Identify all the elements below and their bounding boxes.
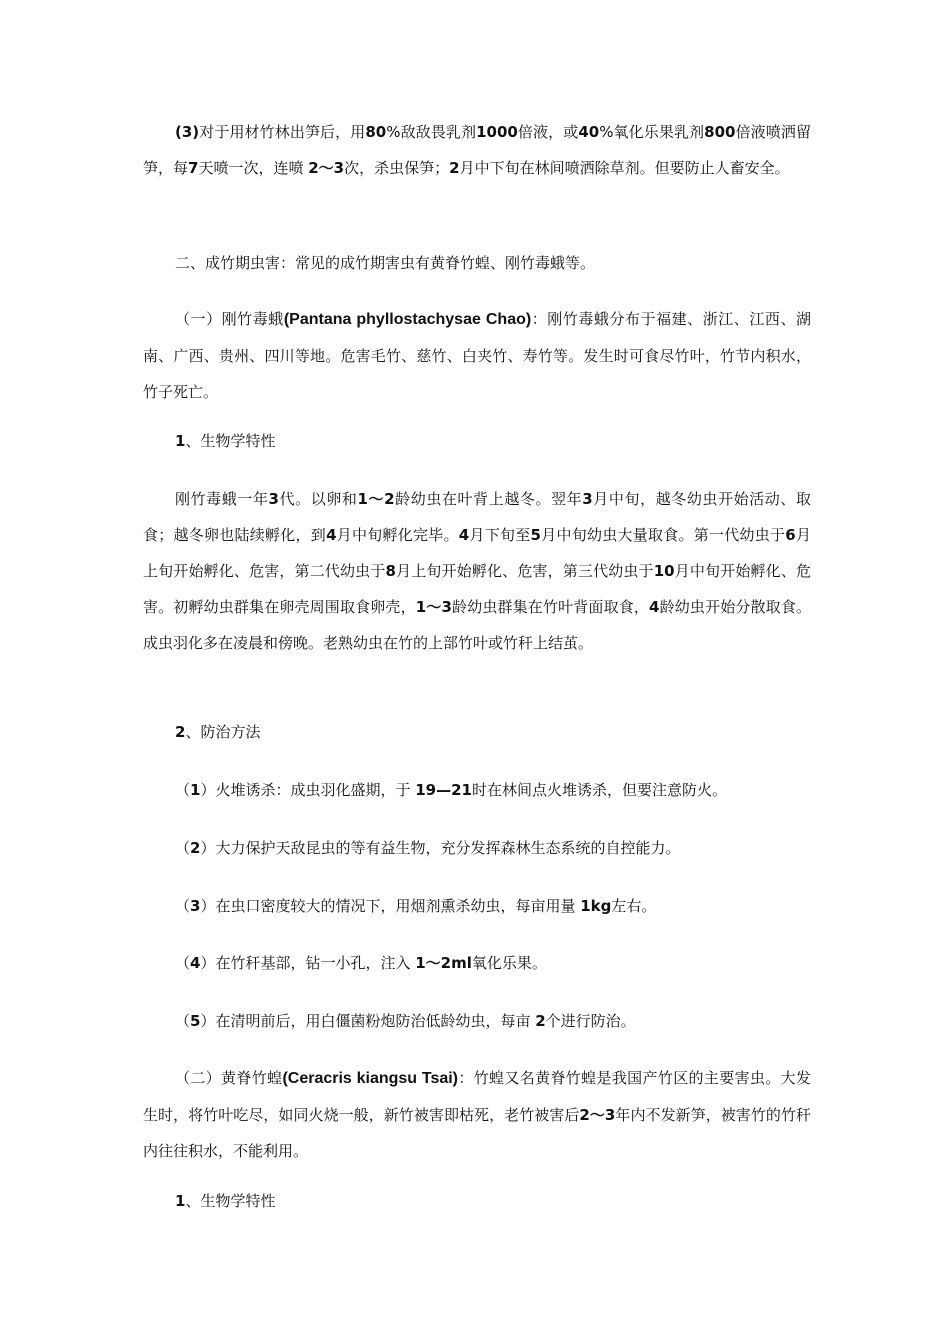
method-item-3: （3）在虫口密度较大的情况下，用烟剂熏杀幼虫，每亩用量 1kg左右。	[175, 897, 657, 915]
method-item-1: （1）火堆诱杀：成虫羽化盛期，于 19—21时在林间点火堆诱杀，但要注意防火。	[175, 781, 727, 799]
paragraph-control-bamboo-shoots: (3)对于用材竹林出笋后，用80%敌敌畏乳剂1000倍液，或40%氧化乐果乳剂800倍液喷洒留笋，每7天喷一次，连喷 2～3次，杀虫保笋；2月中下旬在林间喷洒除草剂。但要防止人畜安全。	[143, 123, 811, 177]
subheading-biology-1: 1、生物学特性	[175, 432, 276, 450]
subheading-control-methods: 2、防治方法	[175, 723, 261, 741]
paragraph-pantana-intro: （一）刚竹毒蛾(Pantana phyllostachysae Chao)：刚竹毒蛾分布于福建、浙江、江西、湖南、广西、贵州、四川等地。危害毛竹、慈竹、白夹竹、寿竹等。发生时可食尽竹叶，竹节内积水，竹子死亡。	[143, 310, 811, 401]
paragraph-ceracris-intro: （二）黄脊竹蝗(Ceracris kiangsu Tsai)：竹蝗又名黄脊竹蝗是我国产竹区的主要害虫。大发生时，将竹叶吃尽，如同火烧一般，新竹被害即枯死，老竹被害后2～3年内不发新笋，被害竹的竹秆内往往积水，不能利用。	[143, 1069, 811, 1160]
method-item-5: （5）在清明前后，用白僵菌粉炮防治低龄幼虫，每亩 2个进行防治。	[175, 1012, 636, 1030]
paragraph-pantana-biology: 刚竹毒蛾一年3代。以卵和1～2龄幼虫在叶背上越冬。翌年3月中旬，越冬幼虫开始活动、取食；越冬卵也陆续孵化，到4月中旬孵化完毕。4月下旬至5月中旬幼虫大量取食。第一代幼虫于6月上旬开始孵化、危害，第二代幼虫于8月上旬开始孵化、危害，第三代幼虫于10月中旬开始孵化、危害。初孵幼虫群集在卵壳周围取食卵壳，1～3龄幼虫群集在竹叶背面取食，4龄幼虫开始分散取食。成虫羽化多在凌晨和傍晚。老熟幼虫在竹的上部竹叶或竹秆上结茧。	[143, 490, 811, 652]
method-item-4: （4）在竹秆基部，钻一小孔，注入 1～2ml氧化乐果。	[175, 954, 547, 972]
subheading-biology-2: 1、生物学特性	[175, 1192, 276, 1210]
method-item-2: （2）大力保护天敌昆虫的等有益生物，充分发挥森林生态系统的自控能力。	[175, 839, 681, 857]
section-heading-mature-bamboo-pests: 二、成竹期虫害：常见的成竹期害虫有黄脊竹蝗、刚竹毒蛾等。	[175, 254, 596, 272]
